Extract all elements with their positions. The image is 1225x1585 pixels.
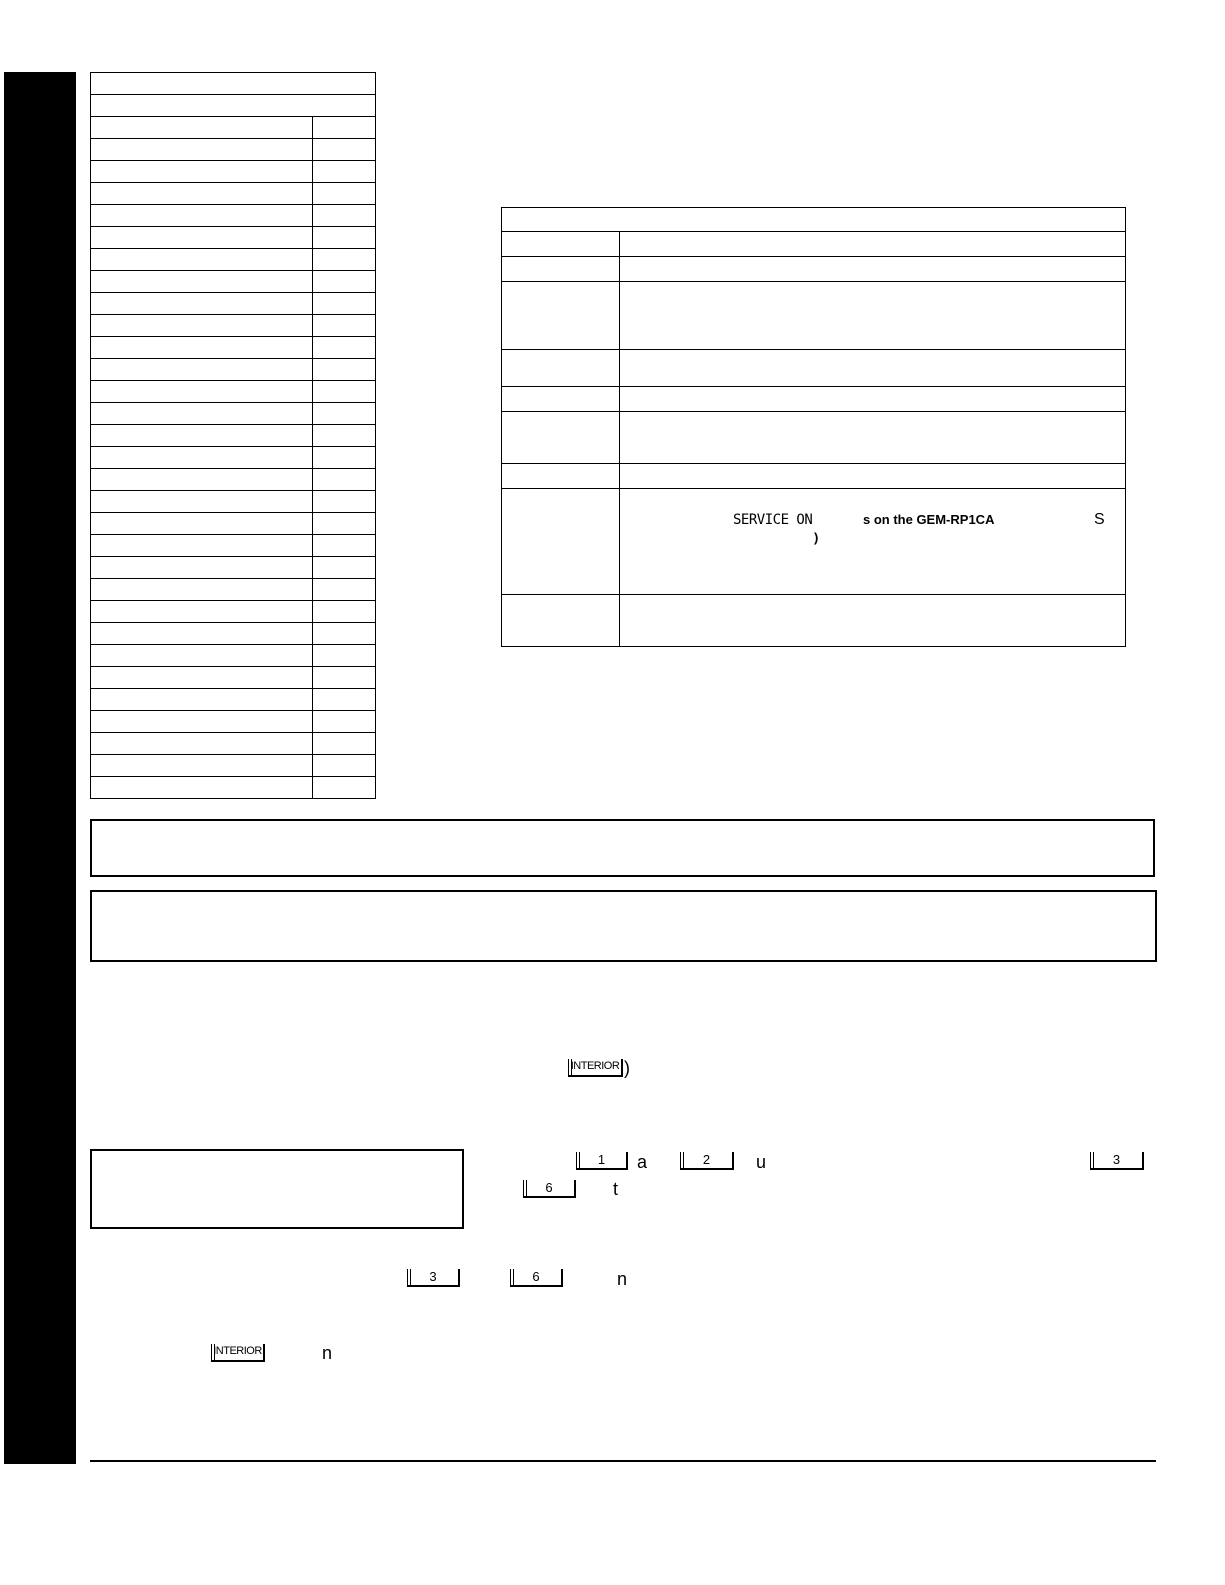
table-row	[91, 205, 376, 227]
table-row	[91, 491, 376, 513]
key-6-second: 6	[510, 1269, 563, 1287]
notice-box	[90, 819, 1155, 877]
text-fragment-u: u	[756, 1152, 767, 1172]
key-6: 6	[523, 1180, 576, 1198]
text-fragment-a: a	[637, 1152, 648, 1172]
closing-paren: )	[814, 530, 819, 545]
table-row	[91, 513, 376, 535]
key-3: 3	[1090, 1152, 1144, 1170]
display-box	[90, 1149, 464, 1229]
table-row	[502, 412, 1126, 464]
interior-key-second: INTERIOR	[211, 1344, 265, 1362]
table-row	[91, 425, 376, 447]
table-row	[91, 337, 376, 359]
table-row	[91, 381, 376, 403]
table-row	[91, 359, 376, 381]
footer-rule	[90, 1460, 1156, 1462]
table-row	[91, 645, 376, 667]
text-fragment-n: n	[617, 1269, 628, 1289]
key-1: 1	[576, 1152, 628, 1170]
table-row	[91, 95, 376, 117]
table-row	[91, 469, 376, 491]
table-row	[91, 183, 376, 205]
table-row	[502, 232, 1126, 257]
table-row	[91, 755, 376, 777]
interior-key: INTERIOR	[568, 1059, 623, 1077]
table-row	[502, 595, 1126, 647]
table-row	[91, 161, 376, 183]
table-row	[91, 711, 376, 733]
table-row	[502, 282, 1126, 350]
table-row	[91, 667, 376, 689]
table-row	[91, 777, 376, 799]
table-row	[91, 689, 376, 711]
table-row	[91, 403, 376, 425]
table-row	[502, 208, 1126, 232]
table-row	[91, 579, 376, 601]
text-fragment-n-second: n	[322, 1343, 333, 1363]
model-reference-text: s on the GEM-RP1CA	[863, 512, 995, 527]
table-row	[502, 387, 1126, 412]
table-row	[91, 315, 376, 337]
right-table	[501, 207, 1126, 647]
table-row	[91, 139, 376, 161]
table-row	[91, 733, 376, 755]
table-row	[91, 293, 376, 315]
table-row	[502, 257, 1126, 282]
text-fragment-t: t	[613, 1179, 619, 1199]
table-row	[502, 350, 1126, 387]
interior-paren: )	[624, 1058, 630, 1078]
table-row	[91, 535, 376, 557]
table-row	[91, 623, 376, 645]
table-row	[91, 271, 376, 293]
table-row	[91, 73, 376, 95]
key-2: 2	[680, 1152, 734, 1170]
table-row	[91, 557, 376, 579]
table-row	[91, 249, 376, 271]
table-row	[502, 464, 1126, 489]
caution-box	[90, 890, 1157, 962]
section-side-tab	[4, 72, 76, 1464]
left-table	[90, 72, 376, 799]
table-row	[91, 601, 376, 623]
table-row	[91, 117, 376, 139]
lcd-display-text: SERVICE ON	[733, 512, 813, 528]
key-3-second: 3	[407, 1269, 460, 1287]
trailing-char: S	[1094, 511, 1105, 528]
table-row	[91, 447, 376, 469]
table-row	[91, 227, 376, 249]
